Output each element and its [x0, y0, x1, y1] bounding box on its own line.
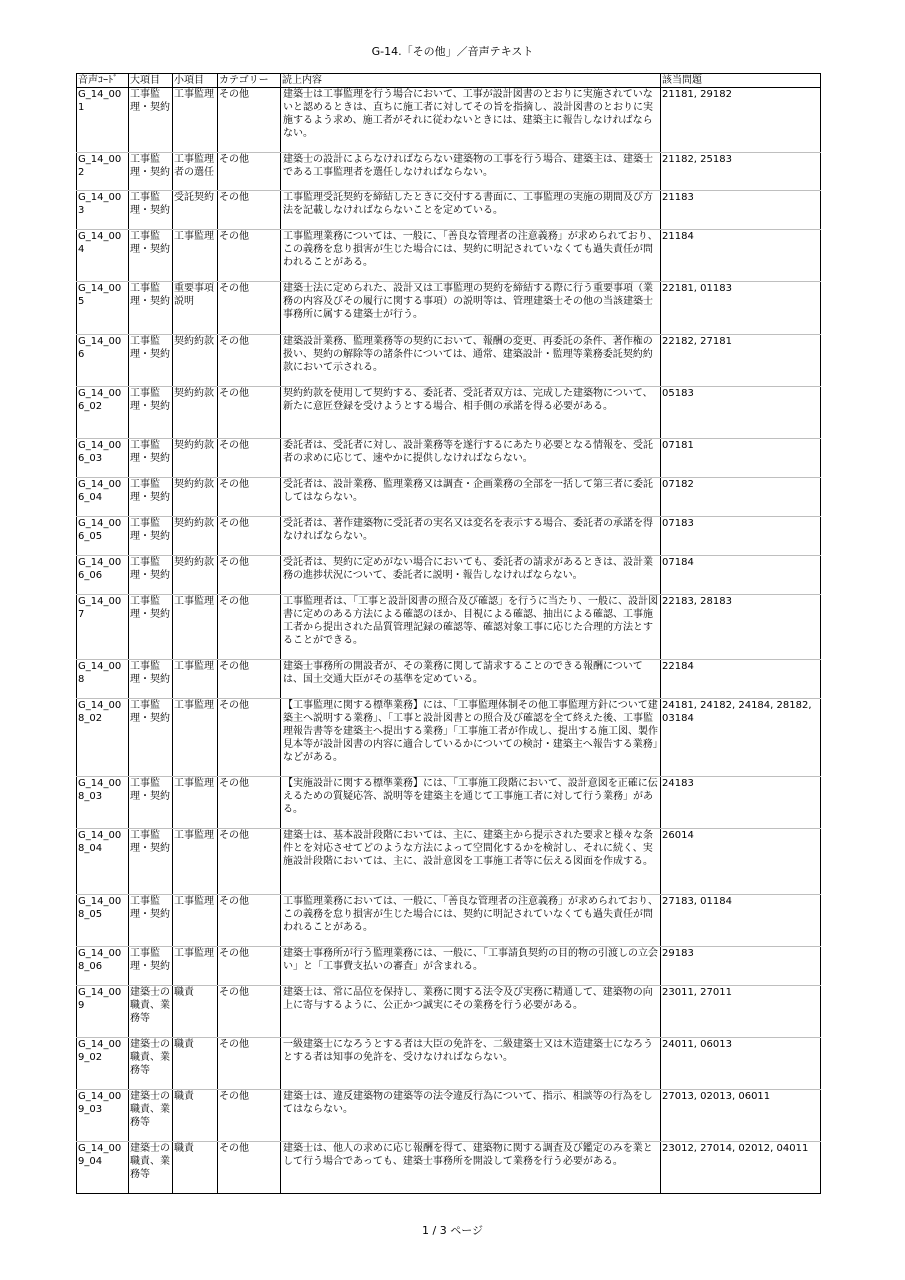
cell-text: 委託者は、受託者に対し、設計業務等を遂行するにあたり必要となる情報を、受託者の求めに応じて、速やかに提供しなければならない。	[281, 439, 661, 478]
header-problems: 該当問題	[661, 74, 821, 88]
cell-code: G_14_005	[77, 282, 129, 335]
cell-text: 建築士は、違反建築物の建築等の法令違反行為について、指示、相談等の行為をしてはならない。	[281, 1090, 661, 1142]
cell-code: G_14_007	[77, 595, 129, 660]
cell-minor: 契約約款	[173, 335, 218, 387]
cell-major: 工事監理・契約	[129, 335, 173, 387]
table-row	[77, 947, 821, 986]
cell-minor: 工事監理	[173, 947, 218, 986]
header-minor: 小項目	[173, 74, 218, 88]
cell-problems: 23011, 27011	[661, 986, 821, 1038]
header-text: 読上内容	[281, 74, 661, 88]
cell-text: 建築士事務所が行う監理業務には、一般に、「工事請負契約の目的物の引渡しの立会い」と「工事費支払いの審査」が含まれる。	[281, 947, 661, 986]
cell-text: 工事監理受託契約を締結したときに交付する書面に、工事監理の実施の期間及び方法を記載しなければならないことを定めている。	[281, 191, 661, 230]
cell-minor: 工事監理	[173, 595, 218, 660]
table-row	[77, 153, 821, 191]
cell-problems: 27013, 02013, 06011	[661, 1090, 821, 1142]
cell-code: G_14_006_06	[77, 556, 129, 595]
page-title: G-14.「その他」／音声テキスト	[371, 45, 534, 58]
cell-text: 【工事監理に関する標準業務】には、「工事監理体制その他工事監理方針について建築主へ説明する業務」、「工事と設計図書との照合及び確認を全て終えた後、工事監理報告書等を建築主へ提出する業務」「工事施工者が作成し、提出する施工図、製作見本等が設計図書の内容に適合しているかについての検討・建築主へ報告する業務」などがある。	[281, 699, 661, 777]
cell-minor: 職責	[173, 1038, 218, 1090]
table-row	[77, 517, 821, 556]
cell-text: 工事監理業務においては、一般に、「善良な管理者の注意義務」が求められており、この義務を怠り損害が生じた場合には、契約に明記されていなくても過失責任が問われることがある。	[281, 895, 661, 947]
cell-text: 受託者は、設計業務、監理業務又は調査・企画業務の全部を一括して第三者に委託してはならない。	[281, 478, 661, 517]
table-row	[77, 282, 821, 335]
cell-problems: 22183, 28183	[661, 595, 821, 660]
cell-category: その他	[218, 88, 281, 153]
cell-category: その他	[218, 478, 281, 517]
cell-code: G_14_008_02	[77, 699, 129, 777]
cell-minor: 契約約款	[173, 387, 218, 439]
cell-code: G_14_006_02	[77, 387, 129, 439]
cell-text: 【実施設計に関する標準業務】には、「工事施工段階において、設計意図を正確に伝えるための質疑応答、説明等を建築主を通じて工事施工者に対して行う業務」がある。	[281, 777, 661, 829]
cell-code: G_14_001	[77, 88, 129, 153]
cell-code: G_14_009_04	[77, 1142, 129, 1194]
cell-major: 工事監理・契約	[129, 153, 173, 191]
cell-minor: 工事監理者の選任	[173, 153, 218, 191]
cell-category: その他	[218, 517, 281, 556]
cell-minor: 契約約款	[173, 478, 218, 517]
cell-problems: 22182, 27181	[661, 335, 821, 387]
table-row	[77, 777, 821, 829]
table-row	[77, 829, 821, 895]
cell-major: 建築士の職責、業務等	[129, 1038, 173, 1090]
cell-category: その他	[218, 699, 281, 777]
cell-text: 建築士は、常に品位を保持し、業務に関する法令及び実務に精通して、建築物の向上に寄与するように、公正かつ誠実にその業務を行う必要がある。	[281, 986, 661, 1038]
cell-code: G_14_006_03	[77, 439, 129, 478]
cell-code: G_14_008_05	[77, 895, 129, 947]
cell-code: G_14_008_03	[77, 777, 129, 829]
cell-category: その他	[218, 1038, 281, 1090]
cell-minor: 工事監理	[173, 230, 218, 282]
cell-category: その他	[218, 986, 281, 1038]
cell-category: その他	[218, 1090, 281, 1142]
cell-text: 工事監理業務については、一般に、「善良な管理者の注意義務」が求められており、この義務を怠り損害が生じた場合には、契約に明記されていなくても過失責任が問われることがある。	[281, 230, 661, 282]
cell-major: 工事監理・契約	[129, 387, 173, 439]
cell-category: その他	[218, 660, 281, 699]
table-row	[77, 660, 821, 699]
cell-problems: 07184	[661, 556, 821, 595]
table-row	[77, 1142, 821, 1194]
cell-category: その他	[218, 230, 281, 282]
cell-problems: 21181, 29182	[661, 88, 821, 153]
header-category: カテゴリー	[218, 74, 281, 88]
table-row	[77, 595, 821, 660]
cell-major: 工事監理・契約	[129, 230, 173, 282]
cell-text: 建築士は、基本設計段階においては、主に、建築主から提示された要求と様々な条件とを対応させてどのような方法によって空間化するかを検討し、それに続く、実施設計段階においては、主に、設計意図を工事施工者等に伝える図面を作成する。	[281, 829, 661, 895]
cell-minor: 重要事項説明	[173, 282, 218, 335]
cell-major: 工事監理・契約	[129, 478, 173, 517]
cell-code: G_14_004	[77, 230, 129, 282]
table-row	[77, 88, 821, 153]
cell-category: その他	[218, 595, 281, 660]
cell-major: 工事監理・契約	[129, 595, 173, 660]
cell-problems: 21182, 25183	[661, 153, 821, 191]
cell-minor: 職責	[173, 1142, 218, 1194]
cell-minor: 工事監理	[173, 660, 218, 699]
audio-text-table	[76, 73, 821, 1194]
cell-major: 工事監理・契約	[129, 556, 173, 595]
cell-code: G_14_006	[77, 335, 129, 387]
table-row	[77, 1038, 821, 1090]
cell-major: 建築士の職責、業務等	[129, 1090, 173, 1142]
cell-problems: 21183	[661, 191, 821, 230]
cell-major: 工事監理・契約	[129, 829, 173, 895]
cell-major: 工事監理・契約	[129, 191, 173, 230]
cell-text: 受託者は、著作建築物に受託者の実名又は変名を表示する場合、委託者の承諾を得なければならない。	[281, 517, 661, 556]
table-row	[77, 895, 821, 947]
cell-major: 工事監理・契約	[129, 895, 173, 947]
cell-major: 工事監理・契約	[129, 517, 173, 556]
table-row	[77, 439, 821, 478]
cell-text: 契約約款を使用して契約する、委託者、受託者双方は、完成した建築物について、新たに意匠登録を受けようとする場合、相手側の承諾を得る必要がある。	[281, 387, 661, 439]
cell-text: 一級建築士になろうとする者は大臣の免許を、二級建築士又は木造建築士になろうとする者は知事の免許を、受けなければならない。	[281, 1038, 661, 1090]
cell-code: G_14_008	[77, 660, 129, 699]
cell-category: その他	[218, 777, 281, 829]
cell-category: その他	[218, 153, 281, 191]
table-row	[77, 230, 821, 282]
header-major: 大項目	[129, 74, 173, 88]
table-row	[77, 191, 821, 230]
cell-minor: 工事監理	[173, 829, 218, 895]
table-row	[77, 478, 821, 517]
cell-category: その他	[218, 387, 281, 439]
cell-minor: 工事監理	[173, 895, 218, 947]
cell-category: その他	[218, 556, 281, 595]
cell-code: G_14_008_04	[77, 829, 129, 895]
cell-category: その他	[218, 439, 281, 478]
cell-category: その他	[218, 191, 281, 230]
cell-category: その他	[218, 895, 281, 947]
table-row	[77, 699, 821, 777]
cell-problems: 22181, 01183	[661, 282, 821, 335]
cell-category: その他	[218, 282, 281, 335]
cell-minor: 職責	[173, 986, 218, 1038]
cell-code: G_14_008_06	[77, 947, 129, 986]
cell-problems: 05183	[661, 387, 821, 439]
cell-category: その他	[218, 829, 281, 895]
cell-minor: 契約約款	[173, 517, 218, 556]
cell-category: その他	[218, 1142, 281, 1194]
cell-major: 工事監理・契約	[129, 660, 173, 699]
cell-major: 工事監理・契約	[129, 777, 173, 829]
table-row	[77, 1090, 821, 1142]
cell-problems: 07181	[661, 439, 821, 478]
cell-major: 工事監理・契約	[129, 88, 173, 153]
cell-problems: 21184	[661, 230, 821, 282]
cell-problems: 24011, 06013	[661, 1038, 821, 1090]
cell-problems: 22184	[661, 660, 821, 699]
cell-category: その他	[218, 335, 281, 387]
cell-minor: 契約約款	[173, 439, 218, 478]
cell-text: 建築士事務所の開設者が、その業務に関して請求することのできる報酬については、国土交通大臣がその基準を定めている。	[281, 660, 661, 699]
cell-code: G_14_009	[77, 986, 129, 1038]
cell-problems: 26014	[661, 829, 821, 895]
cell-text: 工事監理者は、「工事と設計図書の照合及び確認」を行うに当たり、一般に、設計図書に定めのある方法による確認のほか、目視による確認、抽出による確認、工事施工者から提出された品質管理記録の確認等、確認対象工事に応じた合理的方法とすることができる。	[281, 595, 661, 660]
cell-problems: 27183, 01184	[661, 895, 821, 947]
cell-code: G_14_002	[77, 153, 129, 191]
table-row	[77, 986, 821, 1038]
cell-code: G_14_006_04	[77, 478, 129, 517]
cell-minor: 契約約款	[173, 556, 218, 595]
table-row	[77, 556, 821, 595]
cell-major: 工事監理・契約	[129, 282, 173, 335]
table-row	[77, 387, 821, 439]
cell-major: 建築士の職責、業務等	[129, 1142, 173, 1194]
cell-category: その他	[218, 947, 281, 986]
cell-problems: 07183	[661, 517, 821, 556]
cell-code: G_14_009_02	[77, 1038, 129, 1090]
cell-code: G_14_006_05	[77, 517, 129, 556]
cell-minor: 工事監理	[173, 88, 218, 153]
cell-major: 工事監理・契約	[129, 439, 173, 478]
cell-major: 工事監理・契約	[129, 699, 173, 777]
cell-code: G_14_003	[77, 191, 129, 230]
cell-text: 建築士法に定められた、設計又は工事監理の契約を締結する際に行う重要事項（業務の内容及びその履行に関する事項）の説明等は、管理建築士その他の当該建築士事務所に属する建築士が行う。	[281, 282, 661, 335]
table-row	[77, 335, 821, 387]
cell-problems: 24183	[661, 777, 821, 829]
cell-minor: 職責	[173, 1090, 218, 1142]
cell-text: 建築士は工事監理を行う場合において、工事が設計図書のとおりに実施されていないと認めるときは、直ちに施工者に対してその旨を指摘し、設計図書のとおりに実施するよう求め、施工者がそれに従わないときには、建築主に報告しなければならない。	[281, 88, 661, 153]
cell-text: 建築士は、他人の求めに応じ報酬を得て、建築物に関する調査及び鑑定のみを業として行う場合であっても、建築士事務所を開設して業務を行う必要がある。	[281, 1142, 661, 1194]
cell-problems: 24181, 24182, 24184, 28182, 03184	[661, 699, 821, 777]
cell-minor: 工事監理	[173, 699, 218, 777]
cell-text: 受託者は、契約に定めがない場合においても、委託者の請求があるときは、設計業務の進捗状況について、委託者に説明・報告しなければならない。	[281, 556, 661, 595]
header-code: 音声ｺｰﾄﾞ	[77, 74, 129, 88]
header-row	[77, 74, 821, 88]
cell-major: 建築士の職責、業務等	[129, 986, 173, 1038]
cell-minor: 工事監理	[173, 777, 218, 829]
cell-problems: 23012, 27014, 02012, 04011	[661, 1142, 821, 1194]
cell-code: G_14_009_03	[77, 1090, 129, 1142]
cell-minor: 受託契約	[173, 191, 218, 230]
page-footer: 1 / 3 ページ	[422, 1224, 483, 1237]
cell-problems: 29183	[661, 947, 821, 986]
cell-text: 建築士の設計によらなければならない建築物の工事を行う場合、建築主は、建築士である工事監理者を選任しなければならない。	[281, 153, 661, 191]
cell-major: 工事監理・契約	[129, 947, 173, 986]
cell-problems: 07182	[661, 478, 821, 517]
cell-text: 建築設計業務、監理業務等の契約において、報酬の変更、再委託の条件、著作権の扱い、契約の解除等の諸条件については、通常、建築設計・監理等業務委託契約約款において示される。	[281, 335, 661, 387]
